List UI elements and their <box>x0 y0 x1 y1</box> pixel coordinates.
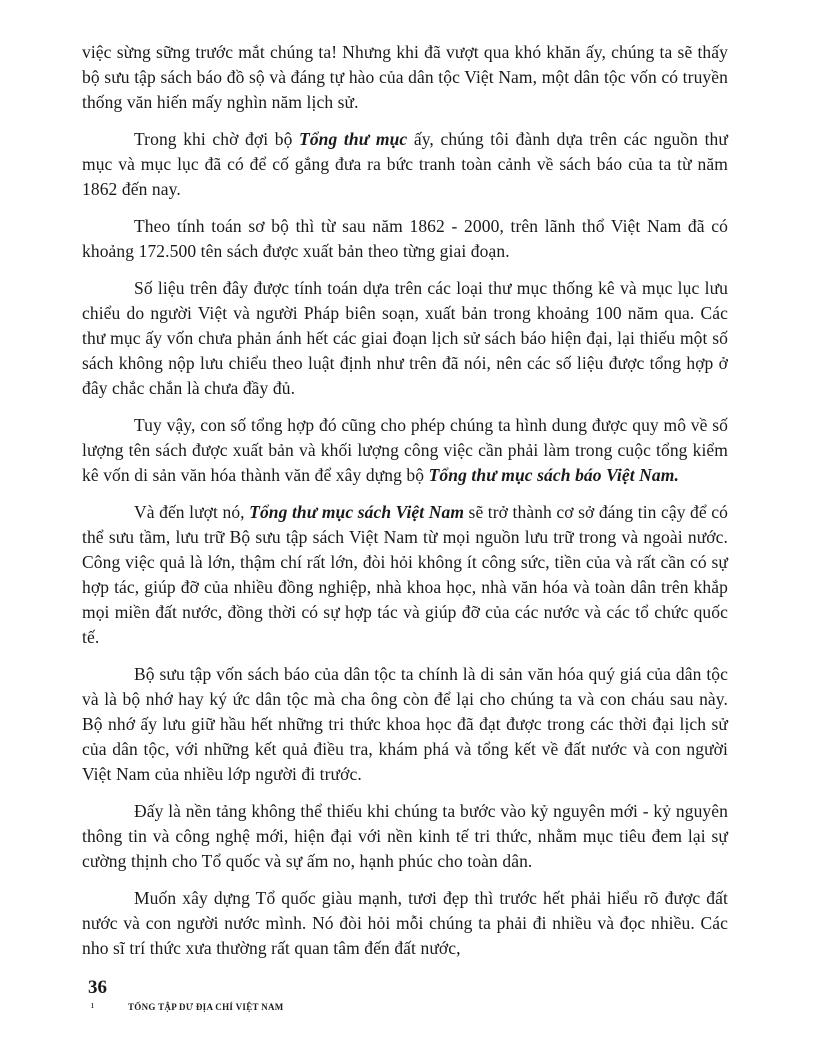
paragraph-text: Trong khi chờ đợi bộ <box>134 129 300 149</box>
paragraph-text: Và đến lượt nó, <box>134 502 250 522</box>
body-paragraph <box>82 127 728 202</box>
footer-tick-mark: ı <box>91 1000 94 1011</box>
paragraph-text: ấy, chúng tôi đành dựa trên các nguồn thư mục và mục lục đã có để cố gắng đưa ra bức tranh toàn cảnh về sách báo của ta từ năm 1862 đến nay. <box>82 129 728 199</box>
body-paragraph <box>82 799 728 874</box>
paragraph-text: Số liệu trên đây được tính toán dựa trên các loại thư mục thống kê và mục lục lưu chiểu do người Việt và người Pháp biên soạn, xuất bản trong khoảng 100 năm qua. Các thư mục ấy vốn chưa phản ánh hết các giai đoạn lịch sử sách báo hiện đại, lại thiếu một số sách không nộp lưu chiểu theo luật định như trên đã nói, nên các số liệu được tổng hợp ở đây chắc chắn là chưa đầy đủ. <box>82 278 728 398</box>
body-paragraph <box>82 886 728 961</box>
paragraph-text: Đấy là nền tảng không thể thiếu khi chúng ta bước vào kỷ nguyên mới - kỷ nguyên thông tin và công nghệ mới, hiện đại với nền kinh tế tri thức, nhằm mục tiêu đem lại sự cường thịnh cho Tổ quốc và sự ấm no, hạnh phúc cho toàn dân. <box>82 801 728 871</box>
body-paragraph <box>82 413 728 488</box>
body-paragraph <box>82 500 728 650</box>
italic-title-text: Tổng thư mục sách Việt Nam <box>249 502 465 522</box>
paragraph-text: Muốn xây dựng Tổ quốc giàu mạnh, tươi đẹp thì trước hết phải hiểu rõ được đất nước và con người nước mình. Nó đòi hỏi mỗi chúng ta phải đi nhiều và đọc nhiều. Các nho sĩ trí thức xưa thường rất quan tâm đến đất nước, <box>82 888 728 958</box>
page-number: 36 <box>88 977 107 998</box>
paragraph-text: sẽ trở thành cơ sở đáng tin cậy để có thể sưu tầm, lưu trữ Bộ sưu tập sách Việt Nam từ mọi nguồn lưu trữ trong và ngoài nước. Công việc quả là lớn, thậm chí rất lớn, đòi hỏi không ít công sức, tiền của và rất cần có sự hợp tác, giúp đỡ của nhiều đồng nghiệp, nhà khoa học, nhà văn hóa và toàn dân trên khắp mọi miền đất nước, đồng thời có sự hợp tác và giúp đỡ của các nước và các tổ chức quốc tế. <box>82 502 728 647</box>
running-title: TỔNG TẬP DƯ ĐỊA CHÍ VIỆT NAM <box>128 1002 284 1012</box>
paragraph-text: việc sừng sững trước mắt chúng ta! Nhưng khi đã vượt qua khó khăn ấy, chúng ta sẽ thấy bộ sưu tập sách báo đồ sộ và đáng tự hào của dân tộc Việt Nam, một dân tộc vốn có truyền thống văn hiến mấy nghìn năm lịch sử. <box>82 42 728 112</box>
body-paragraph <box>82 40 728 115</box>
page-footer <box>88 977 284 1012</box>
body-paragraph <box>82 276 728 401</box>
italic-title-text: Tổng thư mục sách báo Việt Nam. <box>428 465 679 485</box>
italic-title-text: Tổng thư mục <box>299 129 414 149</box>
paragraph-text: Tuy vậy, con số tổng hợp đó cũng cho phép chúng ta hình dung được quy mô về số lượng tên sách được xuất bản và khối lượng công việc cần phải làm trong cuộc tổng kiểm kê vốn di sản văn hóa thành văn để xây dựng bộ <box>82 415 728 485</box>
body-paragraph <box>82 214 728 264</box>
page-body <box>82 40 728 973</box>
paragraph-text: Theo tính toán sơ bộ thì từ sau năm 1862 - 2000, trên lãnh thổ Việt Nam đã có khoảng 172.500 tên sách được xuất bản theo từng giai đoạn. <box>82 216 728 261</box>
body-paragraph <box>82 662 728 787</box>
paragraph-text: Bộ sưu tập vốn sách báo của dân tộc ta chính là di sản văn hóa quý giá của dân tộc và là bộ nhớ hay ký ức dân tộc mà cha ông còn để lại cho chúng ta và con cháu sau này. Bộ nhớ ấy lưu giữ hầu hết những tri thức khoa học đã đạt được trong các thời đại lịch sử của dân tộc, với những kết quả điều tra, khám phá và tổng kết về đất nước và con người Việt Nam của nhiều lớp người đi trước. <box>82 664 728 784</box>
